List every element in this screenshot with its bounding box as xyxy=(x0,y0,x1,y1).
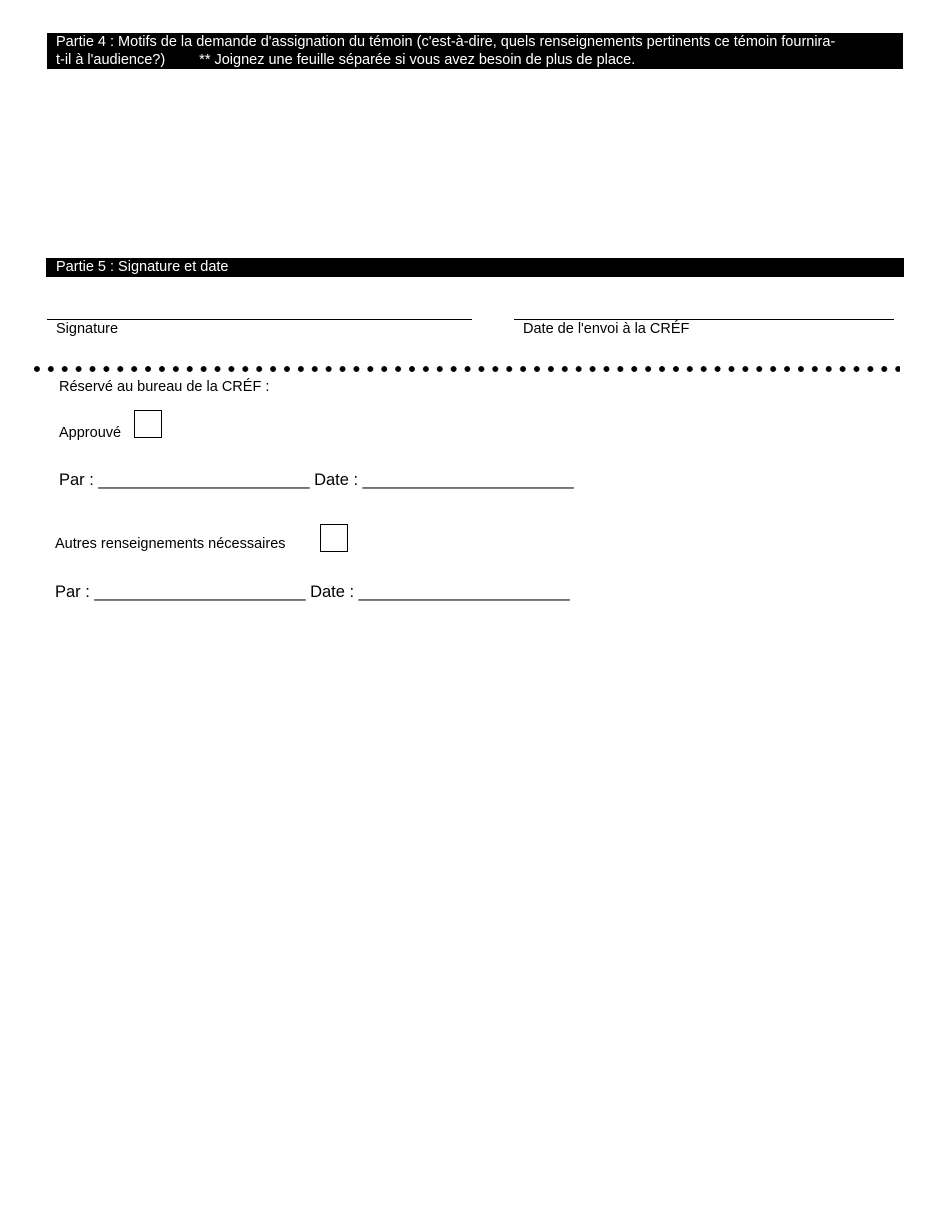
date-sent-line[interactable] xyxy=(514,319,894,320)
part4-header-line2-start: t-il à l'audience?) xyxy=(56,51,166,68)
more-info-needed-checkbox[interactable] xyxy=(320,524,348,552)
more-info-by-date-row[interactable]: Par : _______________________ Date : _______________________ xyxy=(55,583,570,601)
approved-checkbox[interactable] xyxy=(134,410,162,438)
signature-line[interactable] xyxy=(47,319,472,320)
signature-label: Signature xyxy=(56,321,119,337)
date-sent-label: Date de l'envoi à la CRÉF xyxy=(523,321,690,337)
part4-header-note: ** Joignez une feuille séparée si vous avez besoin de plus de place. xyxy=(199,51,636,68)
office-use-title: Réservé au bureau de la CRÉF : xyxy=(59,379,270,395)
part5-header: Partie 5 : Signature et date xyxy=(46,258,904,277)
part4-response-area[interactable] xyxy=(47,70,903,256)
dotted-separator xyxy=(30,365,900,373)
more-info-needed-label: Autres renseignements nécessaires xyxy=(55,536,286,552)
part4-header xyxy=(47,33,903,69)
part4-header-line1: Partie 4 : Motifs de la demande d'assignation du témoin (c'est-à-dire, quels renseignements pertinents ce témoin fournira- xyxy=(56,34,836,50)
approved-by-date-row[interactable]: Par : _______________________ Date : _______________________ xyxy=(59,471,574,489)
approved-label: Approuvé xyxy=(59,425,122,441)
part4-header-line2 xyxy=(56,52,894,70)
